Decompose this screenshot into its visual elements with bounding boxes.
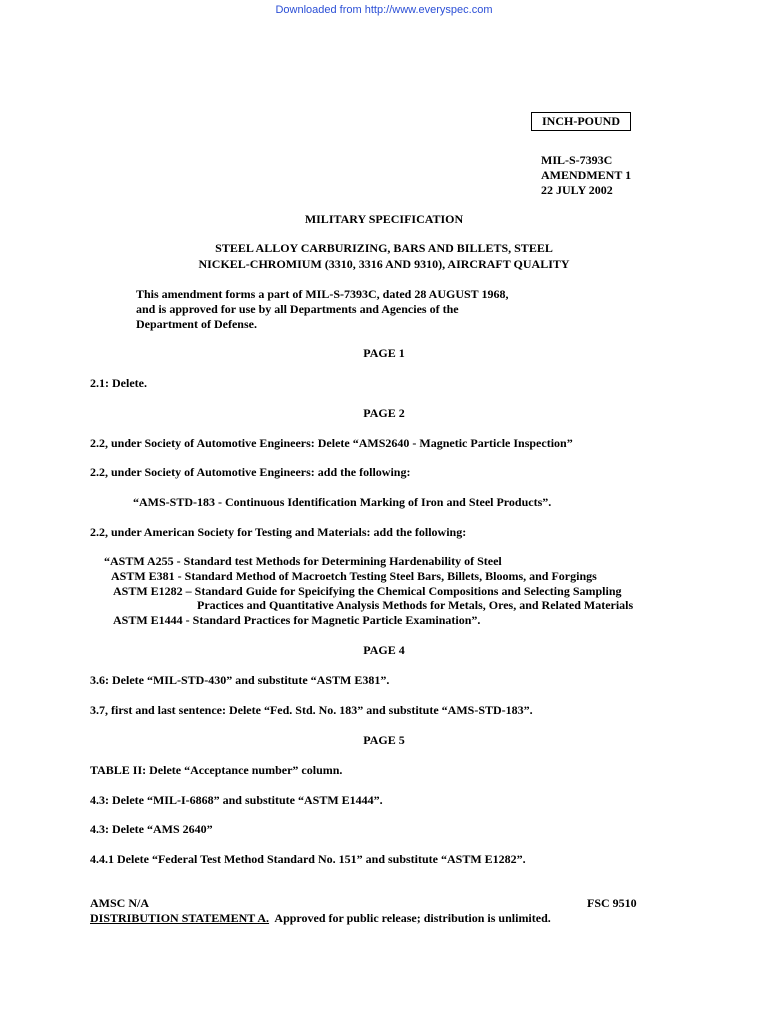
item-4-3-a: 4.3: Delete “MIL-I-6868” and substitute “ASTM E1444”. xyxy=(90,793,383,807)
astm-e1282-entry: ASTM E1282 – Standard Guide for Speicifying the Chemical Compositions and Selecting Sampling xyxy=(113,584,622,598)
item-4-4-1: 4.4.1 Delete “Federal Test Method Standard No. 151” and substitute “ASTM E1282”. xyxy=(90,852,526,866)
item-2-2-astm-add: 2.2, under American Society for Testing and Materials: add the following: xyxy=(90,525,467,539)
fsc-code: FSC 9510 xyxy=(587,896,637,910)
amendment-number: AMENDMENT 1 xyxy=(541,168,632,182)
astm-e1444-entry: ASTM E1444 - Standard Practices for Magnetic Particle Examination”. xyxy=(113,613,481,627)
title-line-2: NICKEL-CHROMIUM (3310, 3316 AND 9310), AIRCRAFT QUALITY xyxy=(198,257,570,271)
spec-type-heading: MILITARY SPECIFICATION xyxy=(304,212,464,226)
item-2-1: 2.1: Delete. xyxy=(90,376,147,390)
distribution-label: DISTRIBUTION STATEMENT A. xyxy=(90,911,270,925)
item-3-6: 3.6: Delete “MIL-STD-430” and substitute “ASTM E381”. xyxy=(90,673,390,687)
intro-line-2: and is approved for use by all Departments and Agencies of the xyxy=(136,302,459,316)
item-2-2-sae-add: 2.2, under Society of Automotive Engineers: add the following: xyxy=(90,465,411,479)
intro-line-1: This amendment forms a part of MIL-S-7393C, dated 28 AUGUST 1968, xyxy=(136,287,509,301)
astm-e1282-continuation: Practices and Quantitative Analysis Methods for Metals, Ores, and Related Materials xyxy=(197,598,634,612)
item-2-2-sae-delete: 2.2, under Society of Automotive Engineers: Delete “AMS2640 - Magnetic Particle Inspection” xyxy=(90,436,573,450)
distribution-text: Approved for public release; distribution is unlimited. xyxy=(269,911,551,925)
download-link[interactable]: Downloaded from http://www.everyspec.com xyxy=(275,4,493,16)
inch-pound-box: INCH-POUND xyxy=(531,112,631,131)
title-line-1: STEEL ALLOY CARBURIZING, BARS AND BILLETS, STEEL xyxy=(215,241,553,255)
distribution-statement xyxy=(90,911,551,926)
doc-id: MIL-S-7393C xyxy=(541,153,613,167)
page-2-heading: PAGE 2 xyxy=(363,406,405,420)
page-1-heading: PAGE 1 xyxy=(363,346,405,360)
astm-a255-entry: “ASTM A255 - Standard test Methods for Determining Hardenability of Steel xyxy=(104,554,502,568)
amendment-date: 22 JULY 2002 xyxy=(541,183,613,197)
page-5-heading: PAGE 5 xyxy=(363,733,405,747)
table-ii-item: TABLE II: Delete “Acceptance number” column. xyxy=(90,763,343,777)
amsc-code: AMSC N/A xyxy=(90,896,149,910)
item-4-3-b: 4.3: Delete “AMS 2640” xyxy=(90,822,213,836)
intro-line-3: Department of Defense. xyxy=(136,317,257,331)
page-4-heading: PAGE 4 xyxy=(363,643,405,657)
astm-e381-entry: ASTM E381 - Standard Method of Macroetch Testing Steel Bars, Billets, Blooms, and Forgings xyxy=(111,569,597,583)
item-3-7: 3.7, first and last sentence: Delete “Fed. Std. No. 183” and substitute “AMS-STD-183”. xyxy=(90,703,533,717)
ams-std-183-entry: “AMS-STD-183 - Continuous Identification Marking of Iron and Steel Products”. xyxy=(133,495,552,509)
